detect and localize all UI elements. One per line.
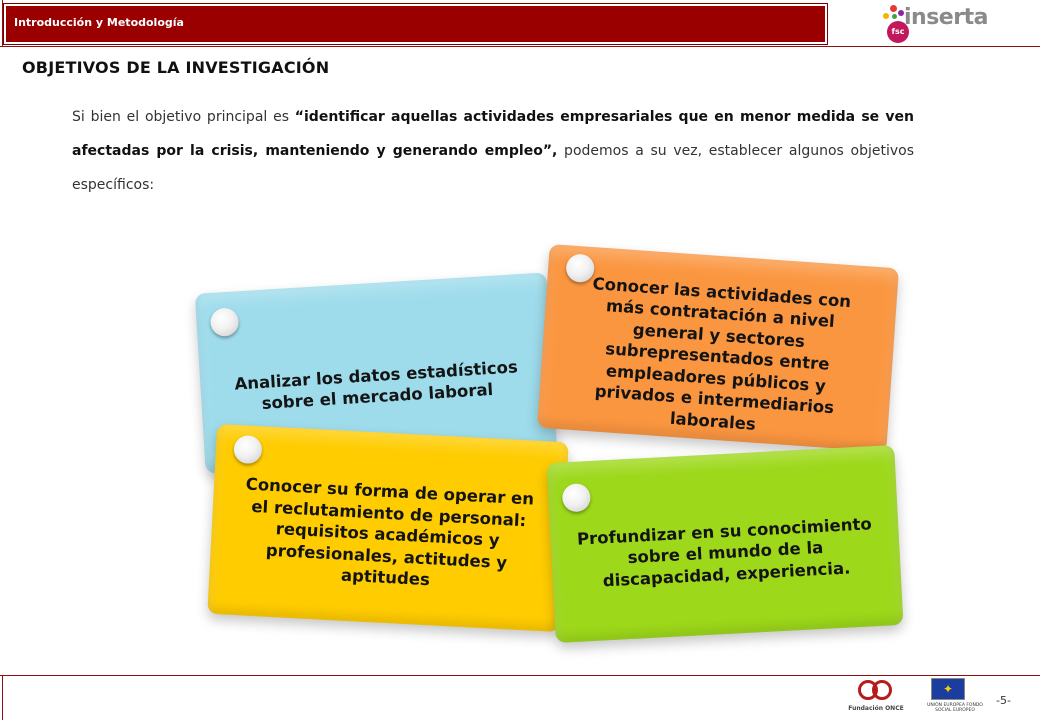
once-caption: Fundación ONCE — [848, 705, 904, 712]
footer-rule — [0, 675, 1040, 676]
logo-badge: fsc — [887, 21, 909, 43]
header-rule — [0, 46, 1040, 47]
eu-caption: UNIÓN EUROPEA FONDO SOCIAL EUROPEO — [927, 703, 983, 713]
intro-text-end: podemos a su vez, establecer algunos objetivos específicos: — [72, 143, 915, 193]
footer-left-rule — [2, 675, 3, 720]
logo-dot-icon — [892, 14, 897, 19]
objective-card-2 — [537, 244, 899, 452]
bullet-circle-icon — [562, 483, 591, 512]
eu-flag-icon: ✦ — [931, 678, 965, 700]
inserta-logo — [882, 2, 992, 46]
european-union-logo — [925, 678, 985, 718]
section-label: Introducción y Metodología — [14, 16, 184, 29]
objective-text: Analizar los datos estadísticos sobre el mercado laboral — [233, 356, 519, 414]
bullet-circle-icon — [210, 307, 240, 337]
header-left-rule — [2, 0, 3, 47]
objective-text: Profundizar en su conocimiento sobre el mundo de la discapacidad, experiencia. — [576, 514, 873, 591]
objective-card-4 — [547, 445, 904, 643]
objective-text: Conocer su forma de operar en el reclutamiento de personal: requisitos académicos y profesionales, actitudes y aptitudes — [245, 474, 535, 590]
logo-dot-icon — [890, 5, 897, 12]
logo-wordmark: inserta — [904, 5, 988, 30]
objective-text: Conocer las actividades con más contratación a nivel general y sectores subrepresentados entre empleadores públicos y privados e intermediarios laborales — [592, 274, 852, 434]
section-header-bar — [4, 4, 827, 44]
intro-paragraph — [72, 100, 914, 202]
once-ring-icon — [872, 680, 892, 700]
intro-text-bold: “identificar aquellas actividades empresariales que en menor medida se ven afectadas por la crisis, manteniendo y generando empleo”, — [72, 109, 914, 159]
objective-card-3 — [207, 424, 568, 632]
intro-text-start: Si bien el objetivo principal es — [72, 109, 295, 125]
fundacion-once-logo — [848, 678, 904, 718]
page-title: OBJETIVOS DE LA INVESTIGACIÓN — [22, 58, 330, 77]
page-number: -5- — [996, 694, 1011, 707]
logo-dot-icon — [883, 13, 889, 19]
